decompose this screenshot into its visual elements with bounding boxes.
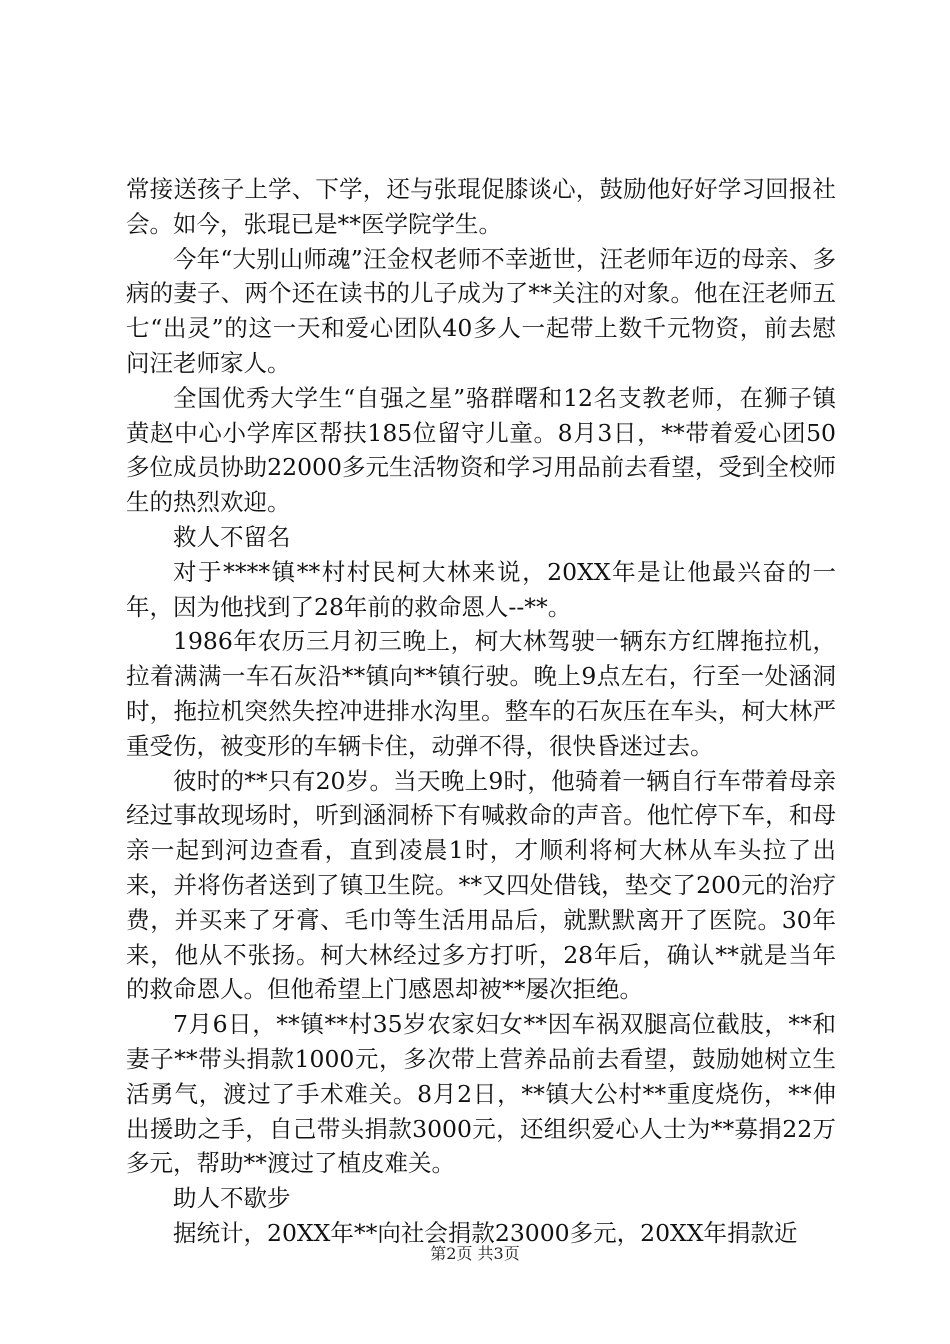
paragraph-4: 对于****镇**村村民柯大林来说，20XX年是让他最兴奋的一年，因为他找到了28年前的救命恩人--**。 — [126, 557, 836, 621]
paragraph-2: 今年“大别山师魂”汪金权老师不幸逝世，汪老师年迈的母亲、多病的妻子、两个还在读书的儿子成为了**关注的对象。他在汪老师五七“出灵”的这一天和爱心团队40多人一起带上数千元物资，前去慰问汪老师家人。 — [126, 244, 836, 377]
section-heading-help: 助人不歇步 — [173, 1184, 291, 1213]
paragraph-3: 全国优秀大学生“自强之星”骆群曙和12名支教老师，在狮子镇黄赵中心小学库区帮扶185位留守儿童。8月3日，**带着爱心团50多位成员协助22000多元生活物资和学习用品前去看望，受到全校师生的热烈欢迎。 — [126, 383, 836, 517]
paragraph-7: 7月6日，**镇**村35岁农家妇女**因车祸双腿高位截肢，**和妻子**带头捐款1000元，多次带上营养品前去看望，鼓励她树立生活勇气，渡过了手术难关。8月2日，**镇大公村**重度烧伤，**伸出援助之手，自己带头捐款3000元，还组织爱心人士为**募捐22万多元，帮助**渡过了植皮难关。 — [126, 1010, 836, 1178]
paragraph-6: 彼时的**只有20岁。当天晚上9时，他骑着一辆自行车带着母亲经过事故现场时，听到涵洞桥下有喊救命的声音。他忙停下车，和母亲一起到河边查看，直到凌晨1时，才顺利将柯大林从车头拉了出来，并将伤者送到了镇卫生院。**又四处借钱，垫交了200元的治疗费，并买来了牙膏、毛巾等生活用品后，就默默离开了医院。30年来，他从不张扬。柯大林经过多方打听，28年后，确认**就是当年的救命恩人。但他希望上门感恩却被**屡次拒绝。 — [126, 766, 836, 1004]
paragraph-1: 常接送孩子上学、下学，还与张琨促膝谈心，鼓励他好好学习回报社会。如今，张琨已是**医学院学生。 — [126, 175, 836, 238]
section-heading-rescue: 救人不留名 — [173, 522, 291, 551]
paragraph-8: 据统计，20XX年**向社会捐款23000多元，20XX年捐款近 — [173, 1218, 798, 1247]
page-footer: 第2页 共3页 — [430, 1244, 520, 1263]
paragraph-5: 1986年农历三月初三晚上，柯大林驾驶一辆东方红牌拖拉机，拉着满满一车石灰沿**镇向**镇行驶。晚上9点左右，行至一处涵洞时，拖拉机突然失控冲进排水沟里。整车的石灰压在车头，柯大林严重受伤，被变形的车辆卡住，动弹不得，很快昏迷过去。 — [126, 627, 836, 760]
document-body — [126, 172, 836, 1251]
